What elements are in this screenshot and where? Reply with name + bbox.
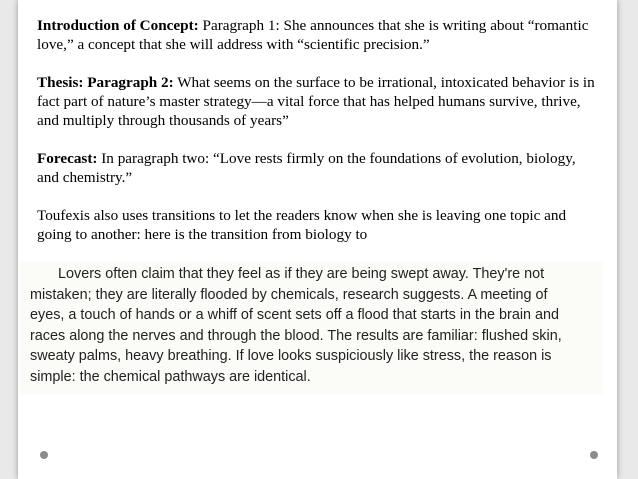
quoted-excerpt-image: [20, 262, 603, 394]
quote-line: sweaty palms, heavy breathing. If love looks suspiciously like stress, the reason is: [30, 348, 552, 364]
intro-text: Paragraph 1: She announces that she is writing about “romantic love,” a concept that she will address with “scientific precision.”: [37, 17, 589, 53]
intro-label: Introduction of Concept:: [37, 17, 199, 34]
thesis-text: What seems on the surface to be irrational, intoxicated behavior is in fact part of nature’s master strategy—a vital force that has helped humans survive, thrive, and multiply through thousands of years”: [37, 74, 595, 129]
transition-paragraph: Toufexis also uses transitions to let the readers know when she is leaving one topic and going to another: here is the transition from biology to: [37, 207, 567, 243]
slide-content: [37, 16, 597, 244]
intro-paragraph: [37, 16, 597, 54]
thesis-paragraph: [37, 73, 597, 130]
forecast-paragraph: [37, 149, 597, 187]
thesis-label: Thesis: Paragraph 2:: [37, 74, 174, 91]
forecast-label: Forecast:: [37, 150, 98, 167]
quote-line: simple: the chemical pathways are identical.: [30, 368, 311, 385]
forecast-text: In paragraph two: “Love rests firmly on the foundations of evolution, biology, and chemistry.”: [37, 150, 576, 186]
quote-line: eyes, a touch of hands or a whiff of scent sets off a flood that starts in the brain and: [30, 307, 560, 323]
decorative-dot-left: [40, 451, 48, 459]
slide: [18, 0, 617, 479]
decorative-dot-right: [590, 451, 598, 459]
quote-line: mistaken; they are literally flooded by chemicals, research suggests. A meeting of: [30, 286, 548, 303]
quote-line: Lovers often claim that they feel as if they are being swept away. They're not: [58, 266, 545, 282]
quote-line: races along the nerves and through the blood. The results are familiar: flushed skin,: [30, 327, 562, 344]
